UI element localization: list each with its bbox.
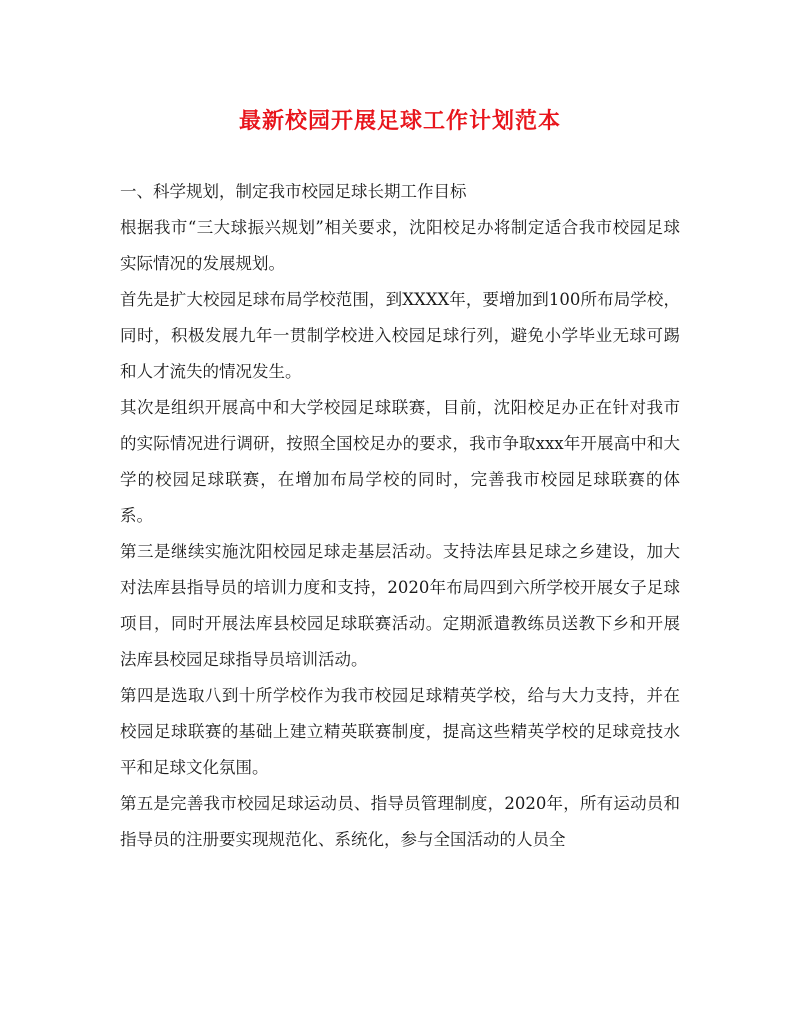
paragraph-5: 第四是选取八到十所学校作为我市校园足球精英学校，给与大力支持，并在校园足球联赛的基础上建立精英联赛制度，提高这些精英学校的足球竞技水平和足球文化氛围。: [120, 686, 680, 777]
section-heading: 一、科学规划，制定我市校园足球长期工作目标: [120, 182, 467, 201]
paragraph-2: 首先是扩大校园足球布局学校范围，到XXXX年，要增加到100所布局学校，同时，积极发展九年一贯制学校进入校园足球行列，避免小学毕业无球可踢和人才流失的情况发生。: [120, 290, 680, 381]
paragraph-3: 其次是组织开展高中和大学校园足球联赛，目前，沈阳校足办正在针对我市的实际情况进行调研，按照全国校足办的要求，我市争取xxx年开展高中和大学的校园足球联赛，在增加布局学校的同时，完善我市校园足球联赛的体系。: [120, 398, 680, 525]
document-title: 最新校园开展足球工作计划范本: [238, 108, 561, 134]
document-body: [120, 174, 680, 858]
paragraph-6: 第五是完善我市校园足球运动员、指导员管理制度，2020年，所有运动员和指导员的注册要实现规范化、系统化，参与全国活动的人员全: [120, 794, 680, 849]
paragraph-1: 根据我市“三大球振兴规划”相关要求，沈阳校足办将制定适合我市校园足球实际情况的发展规划。: [120, 218, 680, 273]
paragraph-4: 第三是继续实施沈阳校园足球走基层活动。支持法库县足球之乡建设，加大对法库县指导员的培训力度和支持，2020年布局四到六所学校开展女子足球项目，同时开展法库县校园足球联赛活动。定期派遣教练员送教下乡和开展法库县校园足球指导员培训活动。: [120, 542, 680, 669]
